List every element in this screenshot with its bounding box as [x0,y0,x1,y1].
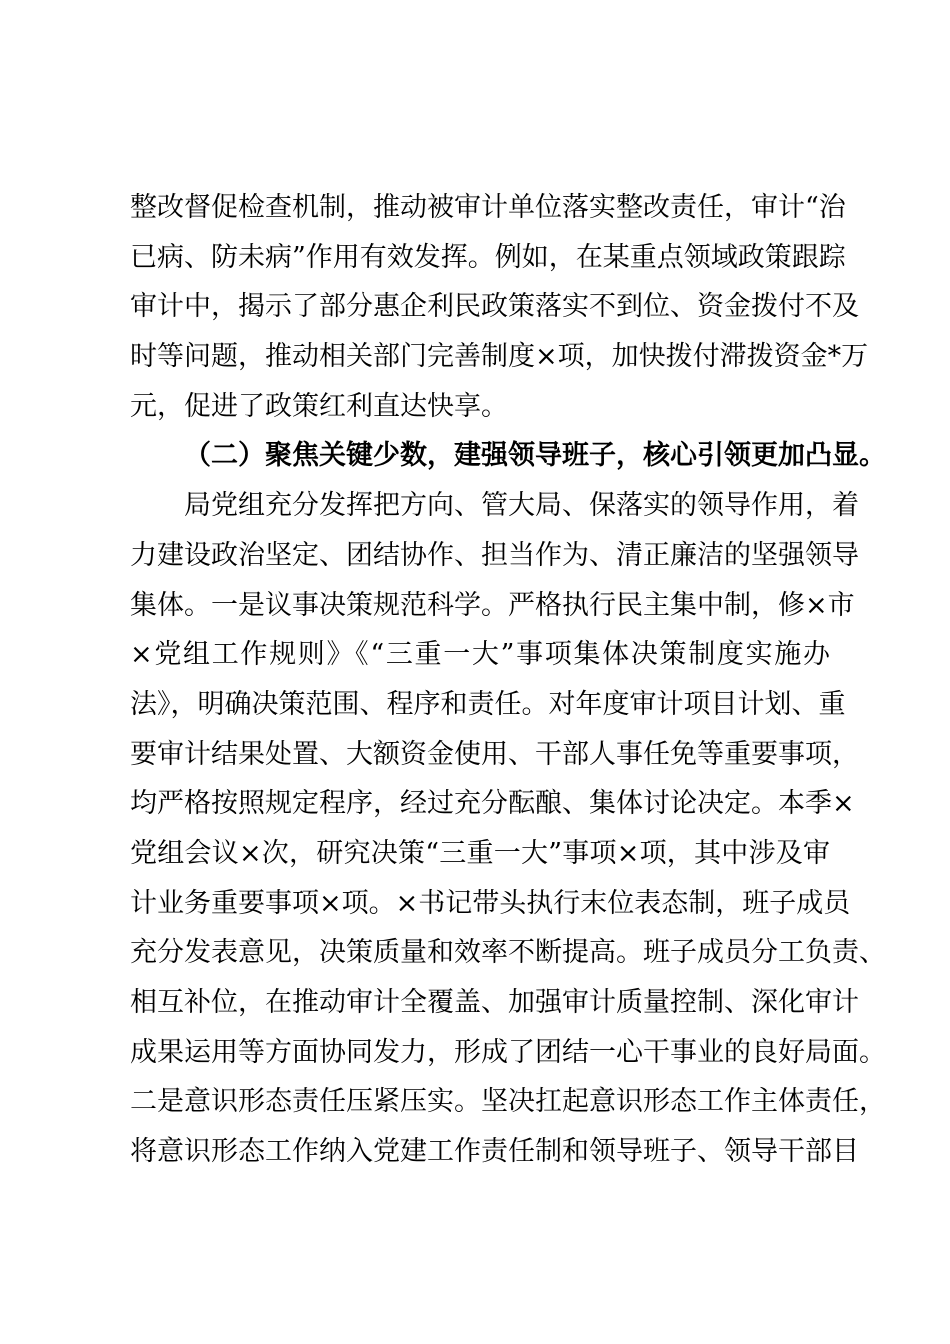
body-line: 元，促进了政策红利直达快享。 [130,390,508,422]
body-line: 力建设政治坚定、团结协作、担当作为、清正廉洁的坚强领导 [130,539,859,571]
body-line: 成果运用等方面协同发力，形成了团结一心干事业的良好局面。 [130,1036,886,1068]
body-line: 要审计结果处置、大额资金使用、干部人事任免等重要事项， [130,738,859,770]
body-line: 充分发表意见，决策质量和效率不断提高。班子成员分工负责、 [130,937,886,969]
body-line: 二是意识形态责任压紧压实。坚决扛起意识形态工作主体责任， [130,1086,886,1118]
body-line: 法》，明确决策范围、程序和责任。对年度审计项目计划、重 [130,688,846,720]
body-line: 审计中，揭示了部分惠企利民政策落实不到位、资金拨付不及 [130,291,859,323]
document-body [130,183,886,1177]
body-line: 相互补位，在推动审计全覆盖、加强审计质量控制、深化审计 [130,987,859,1018]
paragraph-first-line: 局党组充分发挥把方向、管大局、保落实的领导作用，着 [184,490,859,522]
section-heading: （二）聚焦关键少数，建强领导班子，核心引领更加凸显。 [184,440,886,472]
body-line: 均严格按照规定程序，经过充分酝酿、集体讨论决定。本季× [130,788,855,820]
body-line: 将意识形态工作纳入党建工作责任制和领导班子、领导干部目 [130,1136,859,1168]
body-line: 党组会议×次，研究决策“三重一大”事项×项，其中涉及审 [130,837,830,869]
body-line: 时等问题，推动相关部门完善制度×项，加快拨付滞拨资金*万 [130,341,869,373]
body-line: 整改督促检查机制，推动被审计单位落实整改责任，审计“治 [130,192,846,223]
body-line: 集体。一是议事决策规范科学。严格执行民主集中制，修×市 [130,589,855,621]
body-line: ×党组工作规则》《“三重一大”事项集体决策制度实施办 [130,639,830,671]
body-line: 计业务重要事项×项。×书记带头执行末位表态制，班子成员 [130,887,851,919]
body-line: 已病、防未病”作用有效发挥。例如，在某重点领域政策跟踪 [130,241,846,273]
